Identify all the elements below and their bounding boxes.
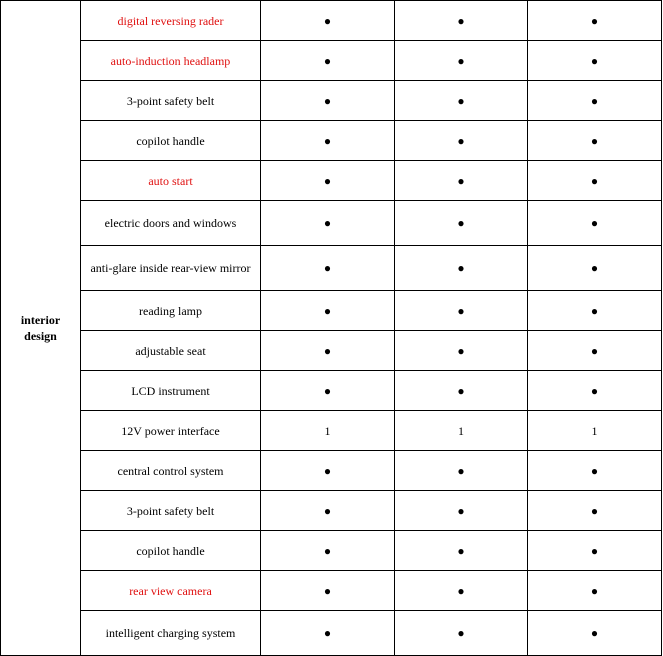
- availability-cell: 1: [395, 411, 528, 451]
- table-row: [1, 201, 662, 246]
- availability-cell: ●: [261, 41, 395, 81]
- availability-cell: ●: [261, 611, 395, 656]
- feature-name-cell: copilot handle: [81, 121, 261, 161]
- table-row: [1, 411, 662, 451]
- availability-cell: ●: [261, 1, 395, 41]
- availability-cell: ●: [395, 161, 528, 201]
- availability-cell: ●: [261, 201, 395, 246]
- availability-cell: ●: [395, 121, 528, 161]
- availability-cell: ●: [528, 81, 662, 121]
- availability-cell: ●: [395, 451, 528, 491]
- availability-cell: 1: [261, 411, 395, 451]
- availability-cell: 1: [528, 411, 662, 451]
- availability-cell: ●: [528, 1, 662, 41]
- availability-cell: ●: [528, 121, 662, 161]
- availability-cell: ●: [261, 571, 395, 611]
- availability-cell: ●: [395, 81, 528, 121]
- availability-cell: ●: [261, 121, 395, 161]
- availability-cell: ●: [395, 331, 528, 371]
- feature-name-cell: intelligent charging system: [81, 611, 261, 656]
- availability-cell: ●: [528, 491, 662, 531]
- feature-name-cell: 3-point safety belt: [81, 491, 261, 531]
- feature-name-cell: LCD instrument: [81, 371, 261, 411]
- availability-cell: ●: [528, 451, 662, 491]
- table-body: [1, 1, 662, 656]
- availability-cell: ●: [528, 611, 662, 656]
- feature-name-cell: copilot handle: [81, 531, 261, 571]
- table-row: [1, 611, 662, 656]
- availability-cell: ●: [395, 291, 528, 331]
- availability-cell: ●: [395, 41, 528, 81]
- availability-cell: ●: [395, 371, 528, 411]
- availability-cell: ●: [395, 491, 528, 531]
- table-row: [1, 41, 662, 81]
- table-row: [1, 371, 662, 411]
- availability-cell: ●: [261, 331, 395, 371]
- availability-cell: ●: [528, 331, 662, 371]
- feature-name-cell: electric doors and windows: [81, 201, 261, 246]
- availability-cell: ●: [261, 246, 395, 291]
- table-row: [1, 246, 662, 291]
- availability-cell: ●: [528, 531, 662, 571]
- feature-name-cell: auto start: [81, 161, 261, 201]
- availability-cell: ●: [261, 531, 395, 571]
- availability-cell: ●: [395, 246, 528, 291]
- feature-name-cell: 12V power interface: [81, 411, 261, 451]
- table-row: [1, 81, 662, 121]
- table-row: [1, 331, 662, 371]
- availability-cell: ●: [261, 491, 395, 531]
- table-row: [1, 531, 662, 571]
- table-row: [1, 571, 662, 611]
- table-row: [1, 291, 662, 331]
- availability-cell: ●: [528, 41, 662, 81]
- availability-cell: ●: [395, 571, 528, 611]
- table-row: [1, 161, 662, 201]
- feature-name-cell: 3-point safety belt: [81, 81, 261, 121]
- group-label-interior-design: interior design: [1, 1, 81, 656]
- availability-cell: ●: [528, 571, 662, 611]
- availability-cell: ●: [261, 451, 395, 491]
- table-row: [1, 1, 662, 41]
- availability-cell: ●: [395, 611, 528, 656]
- availability-cell: ●: [261, 161, 395, 201]
- table-row: [1, 451, 662, 491]
- feature-name-cell: central control system: [81, 451, 261, 491]
- availability-cell: ●: [395, 201, 528, 246]
- availability-cell: ●: [528, 161, 662, 201]
- feature-name-cell: adjustable seat: [81, 331, 261, 371]
- availability-cell: ●: [528, 291, 662, 331]
- availability-cell: ●: [528, 246, 662, 291]
- availability-cell: ●: [261, 291, 395, 331]
- feature-name-cell: reading lamp: [81, 291, 261, 331]
- availability-cell: ●: [528, 201, 662, 246]
- availability-cell: ●: [528, 371, 662, 411]
- table-row: [1, 121, 662, 161]
- feature-name-cell: digital reversing rader: [81, 1, 261, 41]
- feature-name-cell: auto-induction headlamp: [81, 41, 261, 81]
- availability-cell: ●: [261, 81, 395, 121]
- table-row: [1, 491, 662, 531]
- availability-cell: ●: [261, 371, 395, 411]
- availability-cell: ●: [395, 531, 528, 571]
- feature-name-cell: rear view camera: [81, 571, 261, 611]
- availability-cell: ●: [395, 1, 528, 41]
- feature-name-cell: anti-glare inside rear-view mirror: [81, 246, 261, 291]
